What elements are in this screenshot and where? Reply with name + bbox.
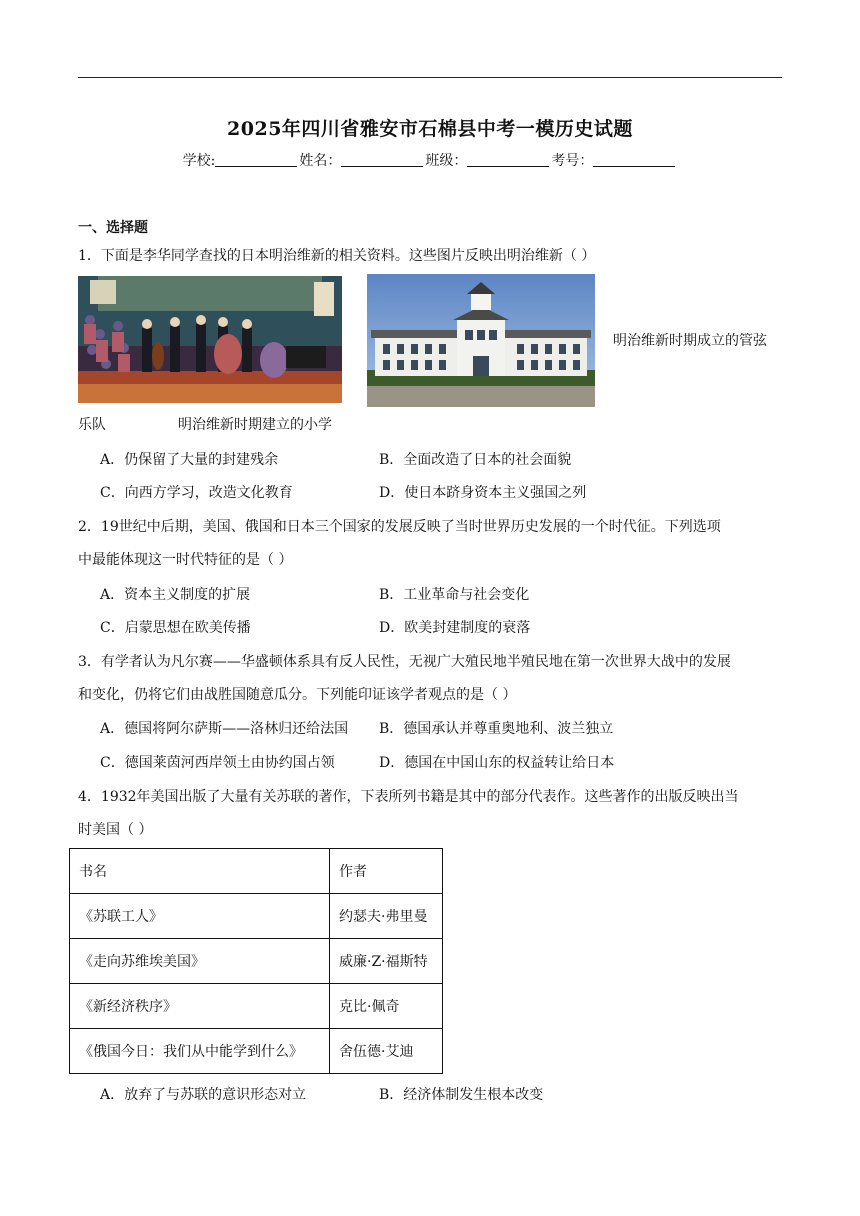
book-title-cell: 《走向苏维埃美国》 [70,939,330,984]
school-label: 学校: [182,153,216,169]
q1-stem: 1．下面是李华同学查找的日本明治维新的相关资料。这些图片反映出明治维新（ ） [78,248,596,264]
q4-option-b[interactable]: B．经济体制发生根本改变 [379,1087,544,1103]
student-info-line [0,150,860,170]
table-row [70,984,443,1029]
table-header-row [70,849,443,894]
q1-option-a[interactable]: A．仍保留了大量的封建残余 [100,452,279,468]
header-rule [78,77,782,78]
elementary-school-photo [367,274,595,407]
book-title-cell: 《苏联工人》 [70,894,330,939]
q1-option-d[interactable]: D．使日本跻身资本主义强国之列 [379,485,587,501]
q3-option-b[interactable]: B．德国承认并尊重奥地利、波兰独立 [379,721,614,737]
author-cell: 克比·佩奇 [330,984,443,1029]
table-row [70,1029,443,1074]
q3-option-a[interactable]: A．德国将阿尔萨斯——洛林归还给法国 [100,721,349,737]
q1-option-b[interactable]: B．全面改造了日本的社会面貌 [379,452,572,468]
class-label: 班级： [425,153,468,169]
q4-stem-line1: 4．1932年美国出版了大量有关苏联的著作，下表所列书籍是其中的部分代表作。这些著作的出版反映出当 [78,789,739,805]
q2-stem-line2: 中最能体现这一时代特征的是（ ） [78,552,293,568]
author-cell: 舍伍德·艾迪 [330,1029,443,1074]
q1-caption-school: 明治维新时期建立的小学 [178,417,332,433]
section-heading: 一、选择题 [78,220,148,236]
q3-stem-line2: 和变化，仍将它们由战胜国随意瓜分。下列能印证该学者观点的是（ ） [78,687,517,703]
q2-option-b[interactable]: B．工业革命与社会变化 [379,587,530,603]
school-blank [215,152,297,167]
table-row [70,894,443,939]
book-title-cell: 《俄国今日：我们从中能学到什么》 [70,1029,330,1074]
exam-no-label: 考号： [551,153,594,169]
books-table [69,848,443,1074]
header-book-title: 书名 [70,849,330,894]
header-author: 作者 [330,849,443,894]
q4-option-a[interactable]: A．放弃了与苏联的意识形态对立 [100,1087,307,1103]
q4-stem-line2: 时美国（ ） [78,822,153,838]
author-cell: 威廉·Z·福斯特 [330,939,443,984]
orchestra-painting [78,276,342,403]
q2-option-a[interactable]: A．资本主义制度的扩展 [100,587,251,603]
q1-option-c[interactable]: C．向西方学习，改造文化教育 [100,485,293,501]
table-row [70,939,443,984]
q2-option-c[interactable]: C．启蒙思想在欧美传播 [100,620,251,636]
name-label: 姓名： [299,153,342,169]
q3-option-c[interactable]: C．德国莱茵河西岸领土由协约国占领 [100,755,335,771]
q2-stem-line1: 2．19世纪中后期，美国、俄国和日本三个国家的发展反映了当时世界历史发展的一个时代征。下列选项 [78,519,721,535]
name-blank [341,152,423,167]
q3-stem-line1: 3．有学者认为凡尔赛——华盛顿体系具有反人民性，无视广大殖民地半殖民地在第一次世界大战中的发展 [78,654,731,670]
page-title: 2025年四川省雅安市石棉县中考一模历史试题 [227,118,633,140]
author-cell: 约瑟夫·弗里曼 [330,894,443,939]
exam-no-blank [593,152,675,167]
book-title-cell: 《新经济秩序》 [70,984,330,1029]
q3-option-d[interactable]: D．德国在中国山东的权益转让给日本 [379,755,615,771]
class-blank [467,152,549,167]
q2-option-d[interactable]: D．欧美封建制度的衰落 [379,620,531,636]
q1-caption-orchestra-cont: 乐队 [78,417,106,433]
q1-caption-orchestra: 明治维新时期成立的管弦 [613,333,767,349]
